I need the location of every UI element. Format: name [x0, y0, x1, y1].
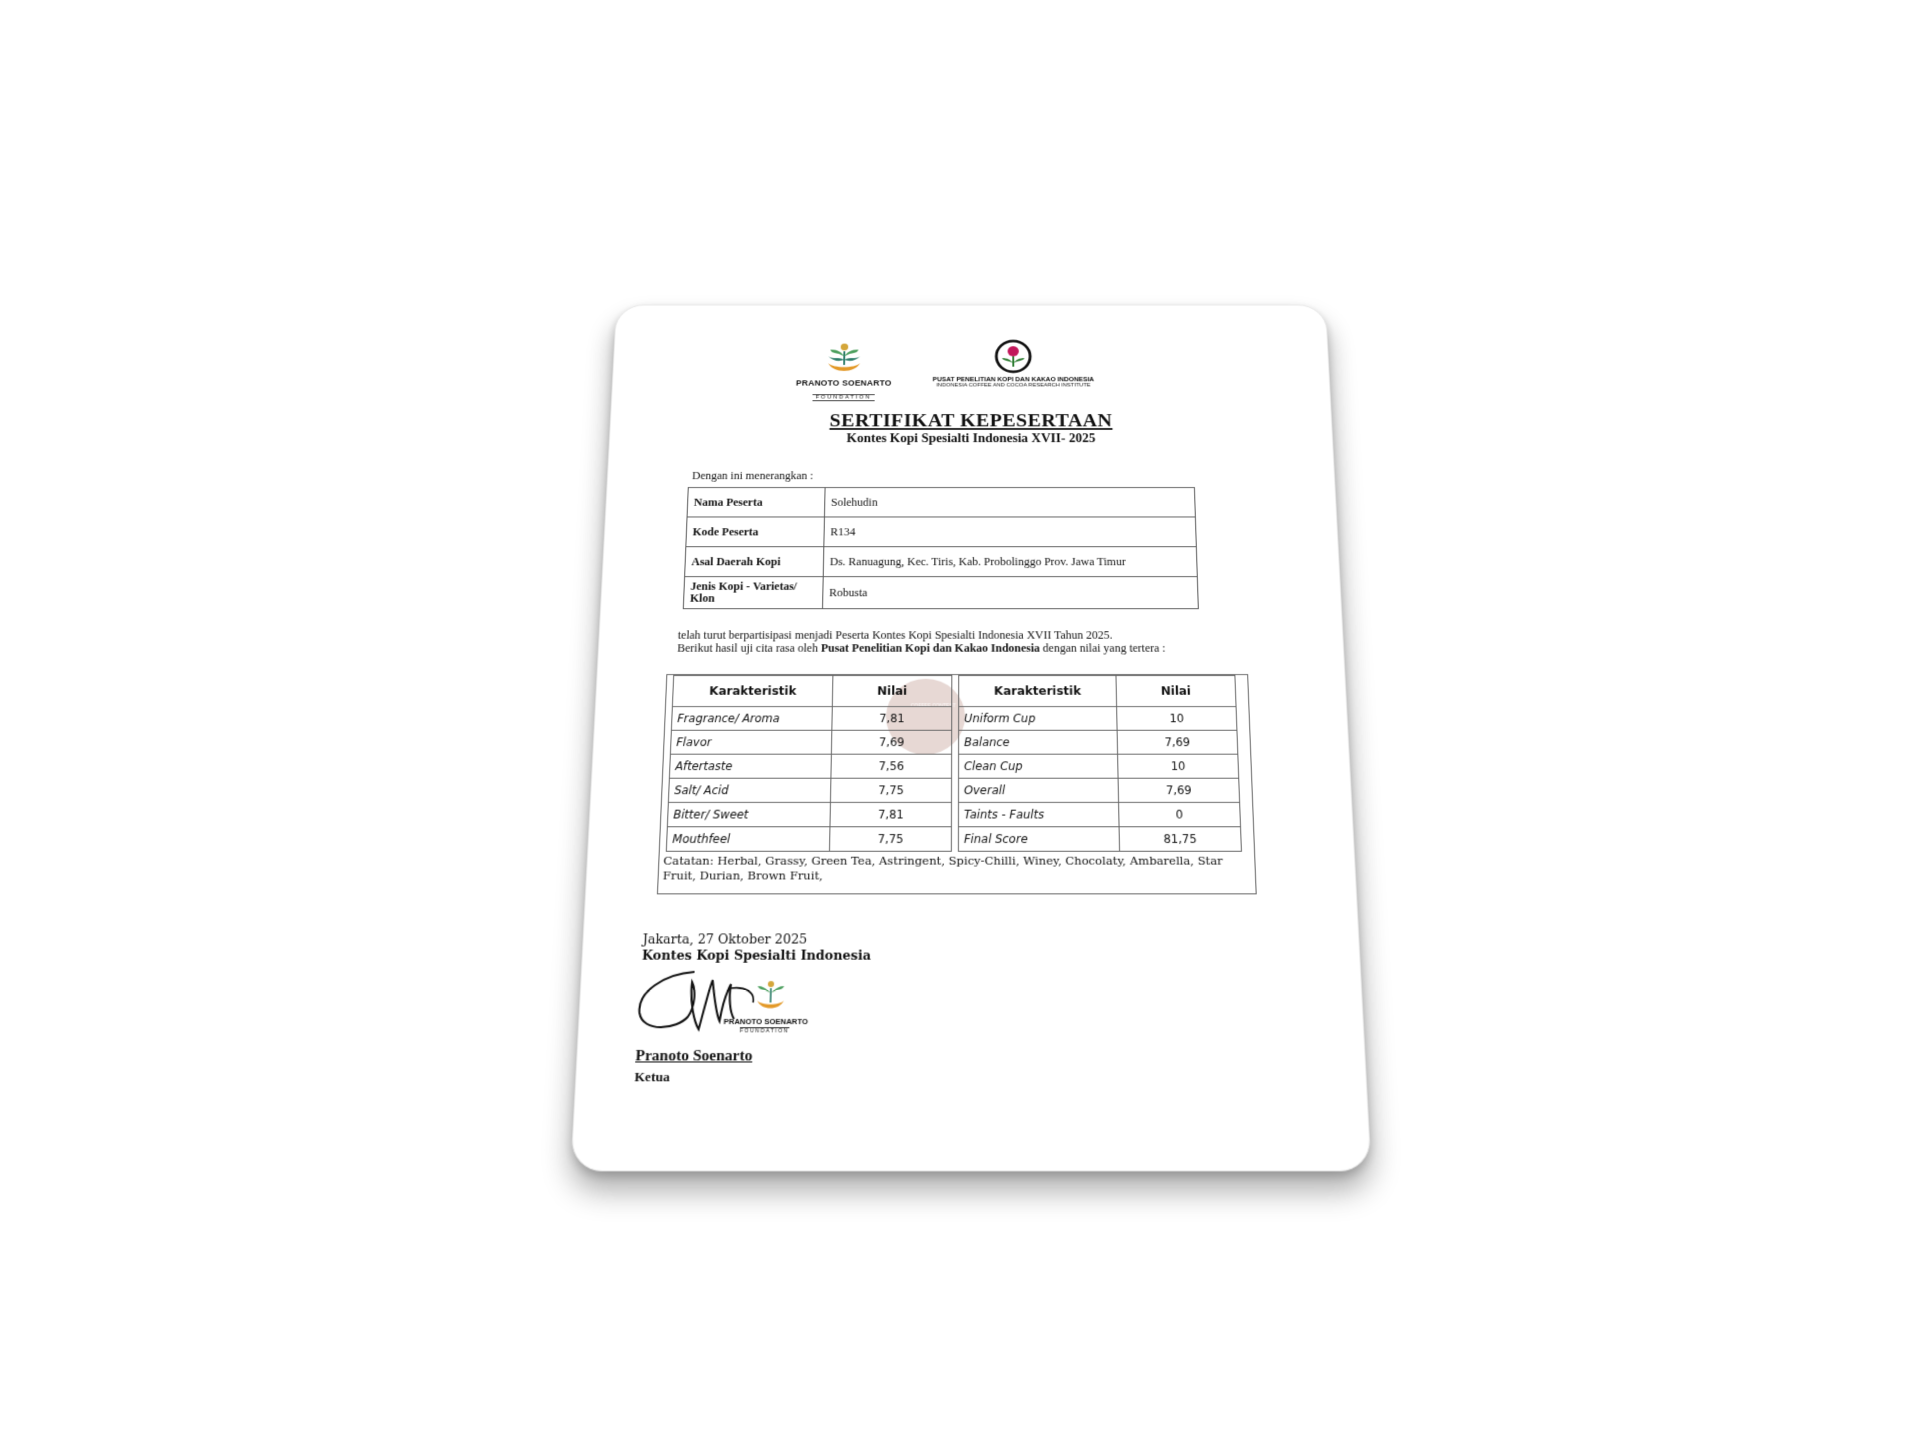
- info-value: R134: [824, 517, 1196, 547]
- certificate-title: SERTIFIKAT KEPESERTAAN: [829, 409, 1113, 431]
- signer-name: Pranoto Soenarto: [635, 1047, 753, 1065]
- organizer-name: Kontes Kopi Spesialti Indonesia: [641, 947, 872, 963]
- scores-table-right: [958, 675, 1242, 852]
- watermark-text: COFFEE CONTEST: [910, 703, 956, 709]
- score-value: 7,75: [830, 778, 951, 802]
- participation-paragraph: [677, 628, 1226, 654]
- score-label: Bitter/ Sweet: [667, 802, 830, 826]
- participant-info-table: [683, 487, 1199, 609]
- score-value: 7,69: [1117, 730, 1238, 754]
- table-row: [958, 802, 1240, 826]
- score-label: Aftertaste: [669, 754, 831, 778]
- signer-role: Ketua: [634, 1068, 671, 1085]
- table-row: [670, 730, 951, 754]
- table-row: [687, 488, 1195, 517]
- table-row: [668, 778, 951, 802]
- info-label: Kode Peserta: [686, 517, 825, 547]
- signature-with-stamp: [629, 962, 838, 1055]
- intro-text: Dengan ini menerangkan :: [691, 469, 814, 482]
- table-row: [686, 517, 1196, 547]
- table-row: [958, 778, 1239, 802]
- iccri-logo-sub: INDONESIA COFFEE AND COCOA RESEARCH INSTITUTE: [936, 382, 1091, 389]
- score-label: Overall: [958, 778, 1118, 802]
- score-value: 7,81: [832, 707, 952, 731]
- column-header-value: Nilai: [1116, 676, 1236, 707]
- iccri-logo-name: PUSAT PENELITIAN KOPI DAN KAKAO INDONESIA: [932, 376, 1095, 383]
- score-value: 7,75: [829, 827, 951, 852]
- table-row: [685, 547, 1198, 577]
- column-header-characteristic: Karakteristik: [672, 676, 833, 707]
- table-row: [669, 754, 951, 778]
- cupping-notes: Catatan: Herbal, Grassy, Green Tea, Astringent, Spicy-Chilli, Winey, Chocolaty, Ambarella, Star Fruit, Durian, Brown Fruit,: [662, 853, 1223, 883]
- certificate-subtitle: Kontes Kopi Spesialti Indonesia XVII- 2025: [846, 432, 1096, 446]
- table-row: [958, 827, 1241, 852]
- certificate-card: [570, 305, 1371, 1172]
- scores-table-left: [666, 675, 953, 852]
- info-value: Ds. Ranuagung, Kec. Tiris, Kab. Probolinggo Prov. Jawa Timur: [823, 547, 1197, 577]
- paragraph-line-1: telah turut berpartisipasi menjadi Peserta Kontes Kopi Spesialti Indonesia XVII Tahun 2025.: [677, 628, 1113, 642]
- place-date: Jakarta, 27 Oktober 2025: [642, 931, 808, 947]
- table-row: [959, 754, 1239, 778]
- stamp-sub: FOUNDATION: [739, 1028, 790, 1035]
- info-value: Robusta: [823, 577, 1199, 609]
- cupping-scores-box: [657, 674, 1257, 894]
- score-label: Clean Cup: [959, 754, 1119, 778]
- score-value: 10: [1118, 754, 1239, 778]
- plant-hands-icon: [822, 339, 866, 377]
- paragraph-pre: Berikut hasil uji cita rasa oleh: [677, 641, 821, 655]
- iccri-logo: [919, 339, 1108, 388]
- score-label: Flavor: [670, 730, 831, 754]
- score-label: Balance: [959, 730, 1118, 754]
- score-label: Fragrance/ Aroma: [671, 707, 832, 731]
- logo-row: [612, 339, 1330, 399]
- score-value: 7,81: [830, 802, 952, 826]
- info-label: Nama Peserta: [687, 488, 825, 517]
- score-label: Taints - Faults: [958, 802, 1119, 826]
- score-value: 10: [1117, 707, 1237, 731]
- pranoto-soenarto-logo: [787, 339, 901, 403]
- pranoto-logo-sub: FOUNDATION: [813, 394, 875, 401]
- stamp-name: PRANOTO SOENARTO: [723, 1016, 809, 1027]
- table-row: [666, 827, 951, 852]
- paragraph-institute: Pusat Penelitian Kopi dan Kakao Indonesia: [820, 641, 1040, 655]
- score-value: 0: [1119, 802, 1241, 826]
- coffee-cherry-seal-icon: [994, 339, 1032, 373]
- score-label: Final Score: [958, 827, 1119, 852]
- score-value: 7,56: [831, 754, 952, 778]
- table-row: [671, 707, 951, 731]
- table-row: [959, 707, 1237, 731]
- table-row: [667, 802, 951, 826]
- paragraph-post: dengan nilai yang tertera :: [1039, 641, 1166, 655]
- signature-icon: [630, 962, 839, 1050]
- score-value: 7,69: [1118, 778, 1240, 802]
- score-label: Mouthfeel: [666, 827, 830, 852]
- table-row: [683, 577, 1198, 609]
- info-label: Asal Daerah Kopi: [685, 547, 824, 577]
- column-header-characteristic: Karakteristik: [959, 676, 1117, 707]
- score-label: Uniform Cup: [959, 707, 1117, 731]
- score-value: 81,75: [1119, 827, 1241, 852]
- pranoto-logo-name: PRANOTO SOENARTO: [795, 378, 892, 388]
- score-label: Salt/ Acid: [668, 778, 831, 802]
- table-row: [959, 730, 1238, 754]
- info-label: Jenis Kopi - Varietas/ Klon: [683, 577, 823, 609]
- score-value: 7,69: [831, 730, 951, 754]
- column-header-value: Nilai: [832, 676, 952, 707]
- info-value: Solehudin: [824, 488, 1195, 517]
